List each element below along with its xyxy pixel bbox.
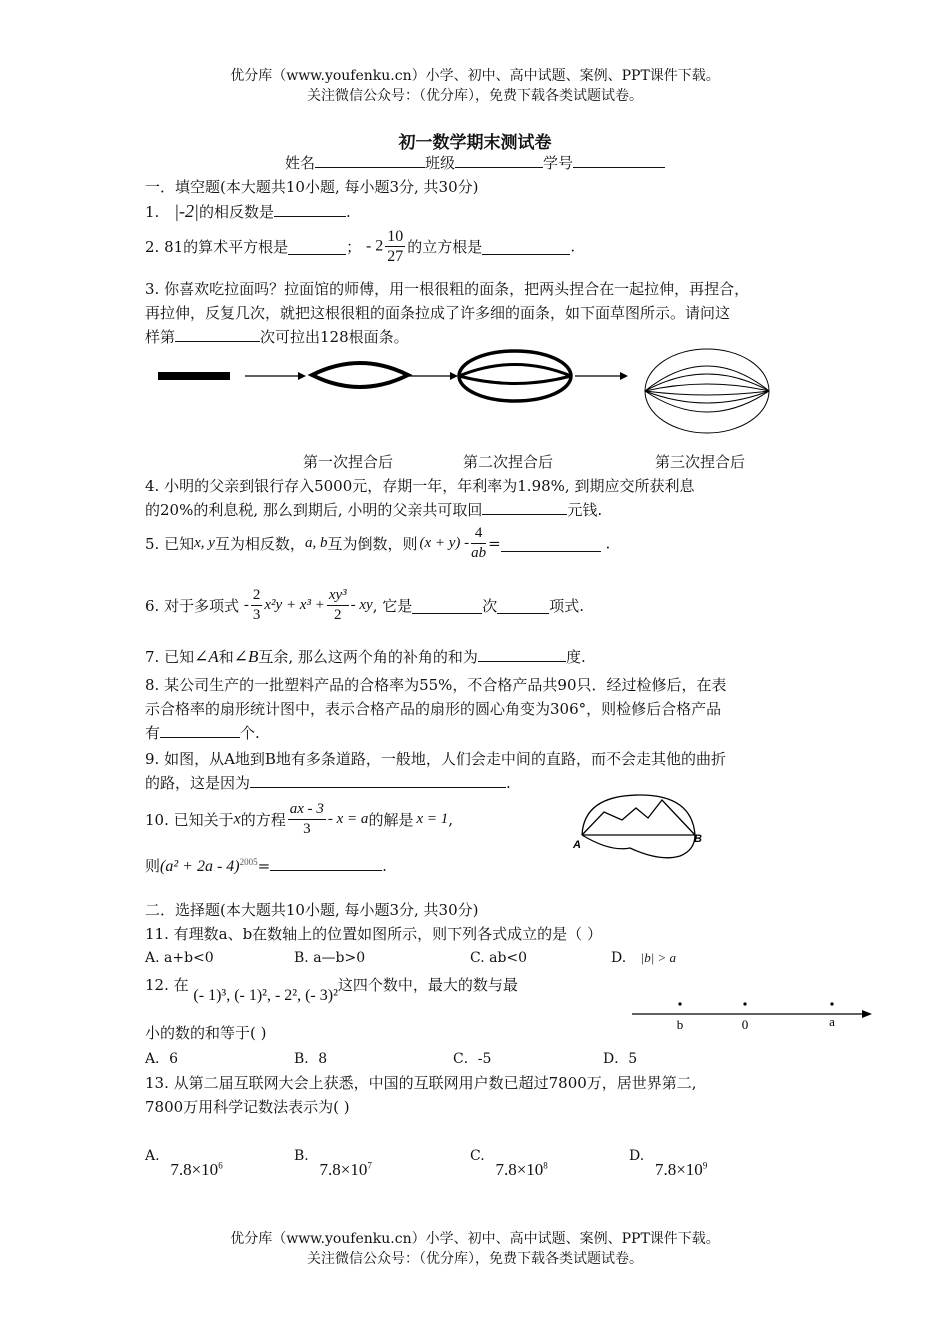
q10-mid: - x = a xyxy=(327,811,369,827)
q13-c-base: 7.8×10 xyxy=(495,1160,544,1179)
q5-den: ab xyxy=(471,545,487,561)
q13-a-base: 7.8×10 xyxy=(170,1160,219,1179)
q11-option-b[interactable]: B. a—b>0 xyxy=(294,950,366,966)
section1-heading: 一．填空题(本大题共10小题, 每小题3分, 共30分) xyxy=(145,178,479,196)
q9-line-1: 9. 如图，从A地到B地有多条道路，一般地，人们会走中间的直路，而不会走其他的曲折 xyxy=(145,750,726,768)
q2-text-c: 的立方根是 xyxy=(407,238,483,256)
q10-fraction xyxy=(288,800,326,839)
q9-blank[interactable] xyxy=(250,772,506,788)
q10-line-1 xyxy=(145,800,453,839)
q13-b-exp: 7 xyxy=(367,1160,372,1171)
q5-text-c: 互为倒数，则 xyxy=(327,535,418,553)
arrow-1 xyxy=(245,372,306,380)
number-line xyxy=(630,998,875,1034)
noodle-fold-2 xyxy=(459,351,571,401)
q3-text-b: 次可拉出128根面条。 xyxy=(260,328,409,346)
q12-text-b: 这四个数中，最大的数与最 xyxy=(337,976,518,994)
q10-den: 3 xyxy=(303,821,311,837)
q7-text-a: 7. 已知 xyxy=(145,648,195,666)
q4-blank[interactable] xyxy=(482,499,567,515)
q12-option-b[interactable]: B．8 xyxy=(294,1051,328,1067)
q12-option-d[interactable]: D．5 xyxy=(603,1051,638,1067)
q1-expr: |-2| xyxy=(174,201,199,221)
q7-text-d: 度. xyxy=(565,648,586,666)
q11-option-c[interactable]: C. ab<0 xyxy=(470,950,528,966)
q2-blank-1[interactable] xyxy=(288,239,346,255)
q7-angle-b: ∠B xyxy=(233,647,259,666)
q3-text-a: 样第 xyxy=(145,328,176,346)
point-b-label: B xyxy=(694,833,702,845)
q1-text: 的相反数是 xyxy=(198,203,274,221)
q13-d-base: 7.8×10 xyxy=(654,1160,703,1179)
q13-a-exp: 6 xyxy=(218,1160,223,1171)
q12-option-c[interactable]: C．-5 xyxy=(453,1051,492,1067)
q1-blank[interactable] xyxy=(274,201,346,217)
q6-text-a: 6. 对于多项式 xyxy=(145,597,240,615)
q8-line-3 xyxy=(145,722,260,744)
q7-blank[interactable] xyxy=(478,646,566,662)
q1-num: 1. xyxy=(145,203,160,221)
q8-line-1: 8. 某公司生产的一批塑料产品的合格率为55%，不合格产品共90只．经过检修后，在表 xyxy=(145,676,727,694)
q5-text-b: 互为相反数， xyxy=(214,535,305,553)
q7-text-b: 和 xyxy=(218,648,234,666)
q2-text-a: 2. 81的算术平方根是 xyxy=(145,238,289,256)
q12-expr: (- 1)³, (- 1)², - 2², (- 3)² xyxy=(193,987,338,1004)
q5-num: 4 xyxy=(471,524,486,544)
q10-blank[interactable] xyxy=(270,855,382,871)
q6-fraction-2 xyxy=(327,586,349,625)
q8-line-2: 示合格率的扇形统计图中，表示合格产品的扇形的圆心角变为306°，则检修后合格产品 xyxy=(145,700,722,718)
student-info xyxy=(285,152,665,173)
class-label: 班级 xyxy=(425,154,456,172)
q7 xyxy=(145,646,586,668)
footer-line-1: 优分库（www.youfenku.cn）小学、初中、高中试题、案例、PPT课件下载。 xyxy=(230,1231,720,1247)
label-a: a xyxy=(829,1014,835,1029)
thick-noodle xyxy=(158,372,230,380)
q9-text-a: 的路，这是因为 xyxy=(145,774,251,792)
header-line-2: 关注微信公众号：（优分库），免费下载各类试题试卷。 xyxy=(307,88,643,104)
q10-expr: (a² + 2a - 4) xyxy=(160,858,240,875)
q8-text-b: 个. xyxy=(240,724,260,742)
q4-line-1: 4. 小明的父亲到银行存入5000元，存期一年，年利率为1.98%, 到期应交所获利息 xyxy=(145,477,695,495)
noodle-fold-1 xyxy=(312,363,408,387)
q5-text-a: 5. 已知 xyxy=(145,535,195,553)
q6-f1-den: 3 xyxy=(252,607,261,623)
q6-minus: - xyxy=(243,597,249,613)
q11-option-d-expr: |b| > a xyxy=(640,950,677,965)
q6-f2-den: 2 xyxy=(334,607,342,623)
q3-line-1: 3. 你喜欢吃拉面吗？拉面馆的师傅，用一根很粗的面条，把两头捏合在一起拉伸，再捏合， xyxy=(145,280,750,298)
q5-fraction xyxy=(471,524,486,563)
q10-eq: = xyxy=(257,857,271,875)
point-zero-dot xyxy=(743,1002,746,1005)
q10-x: x xyxy=(233,810,241,828)
q6-blank-1[interactable] xyxy=(412,598,482,614)
q6-text-d: 项式. xyxy=(549,597,585,615)
q13-d-exp: 9 xyxy=(702,1160,708,1171)
q2-den: 27 xyxy=(387,248,404,265)
point-a-dot xyxy=(830,1002,833,1005)
q5-xy: x, y xyxy=(194,535,215,551)
q10-solution: x = 1 xyxy=(416,811,449,827)
q10-text-b: 的方程 xyxy=(240,811,286,829)
q6-text-c: 次 xyxy=(482,597,498,615)
q2-whole: - 2 xyxy=(365,237,384,255)
name-label: 姓名 xyxy=(285,154,316,172)
q5: 5. 已知x, y互为相反数，a, b互为倒数，则 (x + y) - $\frac{4}{ab}$ = . xyxy=(145,525,611,561)
lower-curvy-road xyxy=(582,835,695,858)
q10-text-c: 的解是 xyxy=(368,811,414,829)
q2: 2. 81的算术平方根是 ； - 2 $\frac{10}{27}$ 的立方根是 . xyxy=(145,228,576,265)
q13-b-base: 7.8×10 xyxy=(319,1160,368,1179)
page-title: 初一数学期末测试卷 xyxy=(398,133,552,153)
q10-text-a: 10. 已知关于 xyxy=(145,811,234,829)
q6-f1-num: 2 xyxy=(251,586,263,606)
point-b-dot xyxy=(678,1002,681,1005)
upper-arc-road xyxy=(582,795,695,835)
q6-text-b: , 它是 xyxy=(372,597,413,615)
q12-line-2: 小的数的和等于( ) xyxy=(145,1024,267,1042)
section2-heading: 二．选择题(本大题共10小题, 每小题3分, 共30分) xyxy=(145,901,479,919)
class-blank[interactable] xyxy=(455,152,543,168)
q11-stem: 11. 有理数a、b在数轴上的位置如图所示，则下列各式成立的是（ ） xyxy=(145,925,602,943)
q10-exponent: 2005 xyxy=(239,857,258,867)
q11-option-a[interactable]: A. a+b<0 xyxy=(145,950,214,966)
q5-ab: a, b xyxy=(304,535,328,551)
q6-fraction-1 xyxy=(251,586,263,625)
noodle-fold-3 xyxy=(645,349,769,433)
q5-eq: = xyxy=(488,534,501,553)
q13-d-letter: D. xyxy=(629,1148,645,1164)
footer-line-2: 关注微信公众号：（优分库），免费下载各类试题试卷。 xyxy=(307,1251,643,1267)
q13-line-1: 13. 从第二届互联网大会上获悉，中国的互联网用户数已超过7800万，居世界第二, xyxy=(145,1074,697,1092)
q13-a-letter: A. xyxy=(145,1148,160,1164)
q12-line-1 xyxy=(145,974,518,1004)
caption-2: 第二次捏合后 xyxy=(463,453,554,471)
q10-period: . xyxy=(382,857,387,875)
q4-text-a: 的20%的利息税, 那么到期后, 小明的父亲共可取回 xyxy=(145,501,483,519)
q12-text-a: 12. 在 xyxy=(145,976,189,994)
q7-text-c: 互余, 那么这两个角的补角的和为 xyxy=(258,648,478,666)
q12-option-a[interactable]: A．6 xyxy=(145,1051,179,1067)
q5-blank[interactable] xyxy=(501,536,601,552)
paths-figure xyxy=(570,790,705,865)
q3-blank[interactable] xyxy=(175,326,260,342)
name-blank[interactable] xyxy=(315,152,425,168)
q2-blank-2[interactable] xyxy=(482,239,570,255)
q9-line-2 xyxy=(145,772,511,794)
q8-text-a: 有 xyxy=(145,724,161,742)
q8-blank[interactable] xyxy=(160,722,240,738)
q5-expr: (x + y) - xyxy=(419,535,470,551)
id-label: 学号 xyxy=(543,154,574,172)
label-zero: 0 xyxy=(741,1017,749,1032)
q10-line-2 xyxy=(145,855,387,876)
arrow-3 xyxy=(575,372,628,380)
q4-line-2 xyxy=(145,499,602,521)
q11-option-d-letter: D. xyxy=(611,950,627,966)
q2-fraction xyxy=(385,227,405,266)
q13-c-letter: C. xyxy=(470,1148,485,1164)
q2-num: 10 xyxy=(387,228,404,245)
q3-line-2: 再拉伸，反复几次，就把这根很粗的面条拉成了许多细的面条，如下面草图所示。请问这 xyxy=(145,304,731,322)
noodle-figure xyxy=(150,345,790,445)
q4-text-b: 元钱. xyxy=(567,501,603,519)
header-line-1: 优分库（www.youfenku.cn）小学、初中、高中试题、案例、PPT课件下载。 xyxy=(230,68,720,84)
point-a-label: A xyxy=(573,839,581,851)
q10-text-e: 则 xyxy=(145,857,161,875)
number-line-arrow xyxy=(862,1010,872,1018)
q6-post: - xy xyxy=(350,597,373,613)
q7-angle-a: ∠A xyxy=(194,647,219,666)
q10-num: ax - 3 xyxy=(288,800,326,820)
id-blank[interactable] xyxy=(573,152,665,168)
q6-mid: x²y + x³ + xyxy=(264,597,325,613)
arrow-2 xyxy=(405,372,458,380)
q6 xyxy=(145,586,584,625)
q13-b-letter: B. xyxy=(294,1148,309,1164)
label-b: b xyxy=(676,1017,684,1032)
q6-f2-num: xy³ xyxy=(327,586,349,606)
q1: 1. |-2|的相反数是 . xyxy=(145,201,351,221)
caption-3: 第三次捏合后 xyxy=(655,453,746,471)
q6-blank-2[interactable] xyxy=(497,598,549,614)
q11-option-d[interactable] xyxy=(611,947,676,969)
q13-line-2: 7800万用科学记数法表示为( ) xyxy=(145,1098,350,1116)
q9-text-b: . xyxy=(506,774,511,792)
caption-1: 第一次捏合后 xyxy=(303,453,394,471)
q13-c-exp: 8 xyxy=(543,1160,548,1171)
zigzag-road xyxy=(582,800,695,835)
q10-comma: , xyxy=(448,810,454,829)
q2-text-b: ； xyxy=(346,238,362,256)
